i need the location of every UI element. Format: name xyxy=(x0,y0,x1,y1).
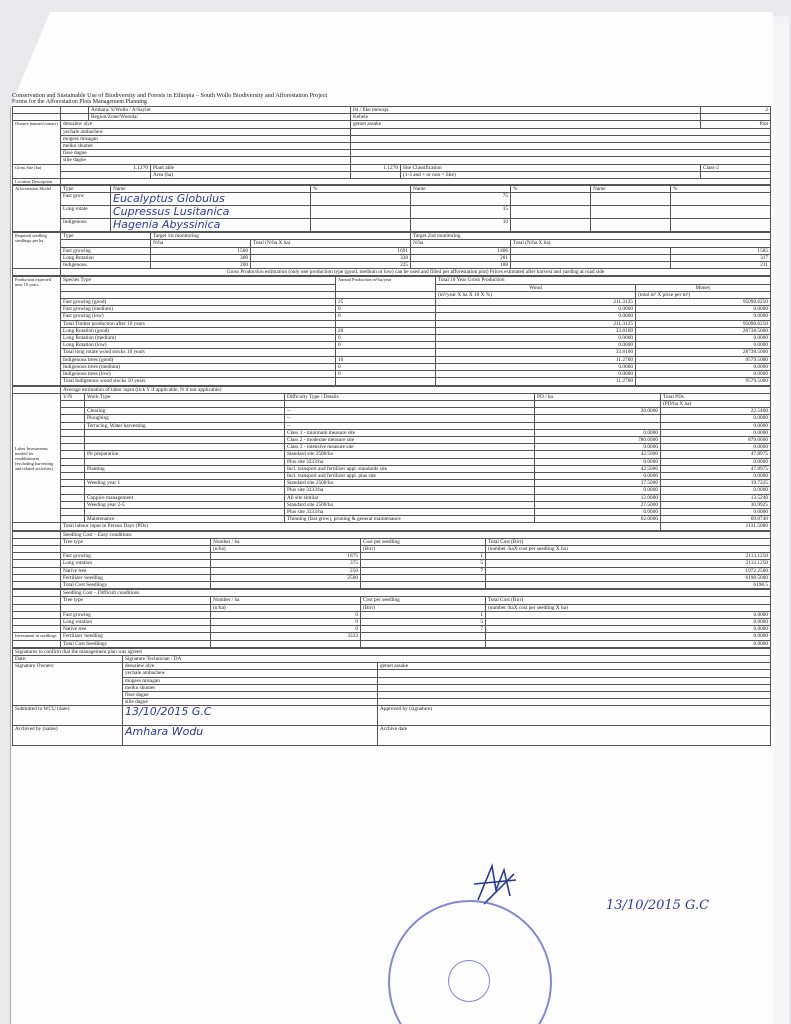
prod-money: 0.0000 xyxy=(636,335,771,342)
seed-cost xyxy=(361,574,486,581)
req-n1: 1500 xyxy=(151,247,251,254)
total-label: Total (N/ha X ha) xyxy=(251,240,411,247)
prod-annual: 0 xyxy=(336,371,436,378)
col-name: Name xyxy=(111,186,311,193)
work-pd: 0.0000 xyxy=(535,472,661,479)
class-value: 1.1270 xyxy=(351,164,401,171)
work-type: Ploughing xyxy=(85,415,285,422)
total10-label: Total 10 Year Gross Production xyxy=(436,277,771,284)
area-label: Area (ha) xyxy=(151,171,351,178)
work-total: 0.0000 xyxy=(661,458,771,465)
form-title: Forms for the Afforestation Plots Management Planning xyxy=(12,99,147,105)
seed-type: Long rotation xyxy=(61,560,211,567)
work-type: Maintenance xyxy=(85,516,285,523)
species-handwritten: Eucalyptus Globulus xyxy=(111,193,311,206)
owner-extra: getnet assake xyxy=(378,663,771,670)
prod-wood: 0.0000 xyxy=(436,371,636,378)
prod-money: 28738.5000 xyxy=(636,349,771,356)
work-pd: 42.5000 xyxy=(535,465,661,472)
nha: N/ha xyxy=(411,240,511,247)
col-name: Name xyxy=(591,186,671,193)
seed-number: 0 xyxy=(211,619,361,626)
prod-annual: 0 xyxy=(336,313,436,320)
model-type: Long rotate xyxy=(61,206,111,219)
work-total: 0.0000 xyxy=(661,444,771,451)
prod-wood: 0.0000 xyxy=(436,335,636,342)
signature-table xyxy=(12,648,771,747)
work-total: 47.8975 xyxy=(661,465,771,472)
submitted-date-hand: 13/10/2015 G.C xyxy=(123,706,378,726)
work-detail: -- xyxy=(285,408,535,415)
seed-cost: 1 xyxy=(361,611,486,618)
work-pd: 62.0000 xyxy=(535,516,661,523)
work-total: 19.7225 xyxy=(661,480,771,487)
seed-number xyxy=(211,581,361,588)
seed-number: 2500 xyxy=(211,574,361,581)
cost-label: Cost per seedling xyxy=(361,538,486,545)
req-n2: 1406 xyxy=(411,247,511,254)
labour-table xyxy=(12,386,771,531)
identity-table xyxy=(12,106,771,185)
work-total: 13.5240 xyxy=(661,494,771,501)
money-unit: (total m³ X price per m³) xyxy=(636,291,771,298)
prod-row-label: Total Timber production after 10 years xyxy=(61,320,336,327)
seed-type: Total Cost Seedlings xyxy=(61,640,211,647)
prod-row-label: Long Rotation (low) xyxy=(61,342,336,349)
class-sub: (1-3 and + or non = Site) xyxy=(401,171,701,178)
archived-label: Archived by (name) xyxy=(13,726,123,746)
seed-total: 0.0000 xyxy=(486,626,771,633)
location-label: Location Description xyxy=(13,179,61,185)
seed-number: 375 xyxy=(211,560,361,567)
owner-signature-name: mogess misagan xyxy=(123,677,378,684)
cost-label: Cost per seedling xyxy=(361,597,486,604)
seed-type: Native tree xyxy=(61,567,211,574)
total-pd-label: Total PDs xyxy=(661,393,771,400)
wood-label: Wood xyxy=(436,284,636,291)
work-type xyxy=(85,472,285,479)
seed-total: 0.0000 xyxy=(486,640,771,647)
col-type: Type xyxy=(61,186,111,193)
avg-labour-label: Average estimation of labor input (tick Y if applicable, N if not applicable) xyxy=(61,386,771,393)
req-type: Indigenous xyxy=(61,262,151,269)
prod-annual: 0 xyxy=(336,335,436,342)
kebele-code: 04 / fike mewaja xyxy=(351,107,701,114)
plot-label: Plot xyxy=(701,121,771,128)
work-total: 0.0000 xyxy=(661,422,771,429)
col-pct: % xyxy=(311,186,411,193)
owner-signature-name: dessalew alye xyxy=(123,663,378,670)
stamp-center-icon xyxy=(448,960,490,1002)
class-result: Class-2 xyxy=(701,164,771,171)
yn-label: Y/N xyxy=(61,393,85,400)
model-pct: 10 xyxy=(411,219,511,232)
work-pd: 17.5000 xyxy=(535,480,661,487)
seed-number: 0 xyxy=(211,611,361,618)
prod-row-label: Fast growing (medium) xyxy=(61,306,336,313)
money-label: Money xyxy=(636,284,771,291)
easy-title: Seedling Cost – Easy conditions xyxy=(61,531,771,538)
prod-money: 0.0000 xyxy=(636,342,771,349)
seed-cost: 7 xyxy=(361,567,486,574)
required-label: Required seedling seedlings per ha xyxy=(13,233,61,269)
species-type: Species Type xyxy=(61,277,336,284)
work-detail: -- xyxy=(285,422,535,429)
work-detail: Standard site 2500/ha xyxy=(285,501,535,508)
work-pd: 20.0000 xyxy=(535,408,661,415)
seed-total: 2113.1250 xyxy=(486,560,771,567)
owner-signature-name: fisse dagne xyxy=(123,692,378,699)
prod-row-label: Total Indigenous wood stocks 10 years xyxy=(61,378,336,385)
owner-name: fisse dagne xyxy=(61,150,351,157)
prod-wood: 0.0000 xyxy=(436,363,636,370)
project-title: Conservation and Sustainable Use of Biodiversity and Forests in Ethiopia – South Wollo Biodiversity and Afforestation Project xyxy=(12,92,328,99)
work-detail: Standard site 2500/ha xyxy=(285,451,535,458)
seed-type: Fertilizer /seedling xyxy=(61,633,211,640)
work-total: 22.5400 xyxy=(661,408,771,415)
number-label: Number / ha xyxy=(211,597,361,604)
prod-annual: 20 xyxy=(336,327,436,334)
prod-annual: 0 xyxy=(336,342,436,349)
req-t1: 225 xyxy=(251,262,411,269)
prod-row-label: Indigenous trees (good) xyxy=(61,356,336,363)
prod-annual: 0 xyxy=(336,363,436,370)
plantable-label: Plant able xyxy=(151,164,351,171)
annual-label: Annual Production m³/ha/year xyxy=(336,277,436,291)
work-pd: 0.0000 xyxy=(535,429,661,436)
col-name: Name xyxy=(411,186,511,193)
prod-annual xyxy=(336,320,436,327)
gross-note: Gross Production estimation (only one production type (good, medium or low) can be used and filled per afforestation plot) Prices estimated after harvest and yarding at road side xyxy=(61,269,771,276)
labour-side-label: Labor Investments needed for establishment (excluding harvesting and related activities) xyxy=(13,393,61,523)
number-label: Number / ha xyxy=(211,538,361,545)
seed-type: Long rotation xyxy=(61,619,211,626)
model-pct: 75 xyxy=(411,193,511,206)
model-label: Afforestation Model xyxy=(13,186,61,232)
tree-type: Tree type xyxy=(61,538,211,545)
work-pd: 780.0000 xyxy=(535,436,661,443)
owner-name: dessalew alye xyxy=(61,121,351,128)
archived-name-hand: Amhara Wodu xyxy=(123,726,378,746)
difficult-title: Seedling Cost – Difficult conditions xyxy=(61,590,771,597)
seed-total: 6198.5000 xyxy=(486,574,771,581)
number-unit: (n/ha) xyxy=(211,545,361,552)
work-type: Weeding year 1 xyxy=(85,480,285,487)
region-label: Region/Zone/Woreda/ xyxy=(89,114,351,121)
req-n2: 188 xyxy=(411,262,511,269)
req-n2: 281 xyxy=(411,254,511,261)
seed-total: 6198.5 xyxy=(486,581,771,588)
seed-total: 0.0000 xyxy=(486,611,771,618)
region-value: Amhara/ S/Wollo / A/Sayint xyxy=(89,107,351,114)
seed-total: 2113.1250 xyxy=(486,553,771,560)
prod-wood: 0.0000 xyxy=(436,306,636,313)
work-total: 0.0000 xyxy=(661,415,771,422)
work-type: Terracing, Water harvesting xyxy=(85,422,285,429)
prod-row-label: Total long rotate wood stocks 10 years xyxy=(61,349,336,356)
prod-annual: 25 xyxy=(336,299,436,306)
owners-label: Owners (names/contact) xyxy=(13,121,61,164)
work-type: Planting xyxy=(85,465,285,472)
owner-name: mogess misagan xyxy=(61,135,351,142)
work-type: Clearing xyxy=(85,408,285,415)
tree-type: Tree type xyxy=(61,597,211,604)
prod-annual xyxy=(336,378,436,385)
prod-row-label: Fast growing (low) xyxy=(61,313,336,320)
approved-label: Approved by (signature) xyxy=(378,706,771,726)
work-total: 0.0000 xyxy=(661,429,771,436)
seed-cost xyxy=(361,581,486,588)
seed-number: 1875 xyxy=(211,553,361,560)
form-content xyxy=(12,92,770,746)
prod-money: 9579.5000 xyxy=(636,356,771,363)
archive-date-label: Archive date xyxy=(378,726,771,746)
work-detail: Class 2 - moderate measure site xyxy=(285,436,535,443)
seed-number: 250 xyxy=(211,567,361,574)
seed-total: 0.0000 xyxy=(486,619,771,626)
target1: Target 1st monitoring xyxy=(151,233,411,240)
prod-annual: 10 xyxy=(336,356,436,363)
owner-name: melku shumet xyxy=(61,143,351,150)
cost-unit: (Birr) xyxy=(361,604,486,611)
prod-money: 0.0000 xyxy=(636,313,771,320)
labour-total-value: 1131.5080 xyxy=(661,523,771,530)
work-total: 0.0000 xyxy=(661,472,771,479)
owner-extra: getnet assake xyxy=(351,121,701,128)
work-type xyxy=(85,508,285,515)
req-t2: 317 xyxy=(671,254,771,261)
target2: Target 2nd monitoring xyxy=(411,233,771,240)
plot-number: 2 xyxy=(701,107,771,114)
work-type: Weeding year 2-5 xyxy=(85,501,285,508)
prod-money: 28738.5000 xyxy=(636,327,771,334)
seed-cost: 5 xyxy=(361,619,486,626)
work-pd: 0.0000 xyxy=(535,444,661,451)
production-table xyxy=(12,276,771,385)
work-detail: Standard site 2500/ha xyxy=(285,480,535,487)
seed-cost: 1 xyxy=(361,553,486,560)
total-cost-unit: (number /haX cost per seedling X ha) xyxy=(486,604,771,611)
total-cost-label: Total Cost (Birr) xyxy=(486,538,771,545)
model-table xyxy=(12,185,771,232)
plantable-value: 1.1270 xyxy=(61,164,151,171)
owner-signature-name: silie dagne xyxy=(123,699,378,706)
signature-owners-label: Signature Owners: xyxy=(13,663,123,706)
prod-money: 0.0000 xyxy=(636,371,771,378)
prod-money: 95090.6250 xyxy=(636,299,771,306)
prod-wood: 0.0000 xyxy=(436,313,636,320)
work-type-label: Work Type xyxy=(85,393,285,400)
prod-money: 0.0000 xyxy=(636,363,771,370)
work-total: 879.0600 xyxy=(661,436,771,443)
model-type: Fast grow xyxy=(61,193,111,206)
work-detail: Incl. transport and fertilizer appl. standards site xyxy=(285,465,535,472)
prod-wood: 11.2700 xyxy=(436,356,636,363)
seed-cost xyxy=(361,640,486,647)
work-detail: Plus site 3333/ha xyxy=(285,487,535,494)
work-total: 0.0000 xyxy=(661,508,771,515)
work-pd: 0.0000 xyxy=(535,487,661,494)
technician-label: Signature Technician / DA xyxy=(123,656,771,663)
prod-wood: 211.3125 xyxy=(436,320,636,327)
req-type: Fast growing xyxy=(61,247,151,254)
cost-unit: (Birr) xyxy=(361,545,486,552)
work-pd: 0.0000 xyxy=(535,458,661,465)
prod-row-label: Long Rotation (good) xyxy=(61,327,336,334)
difficulty-label: Difficulty Type / Details xyxy=(285,393,535,400)
owner-signature-name: yechale ambachew xyxy=(123,670,378,677)
req-n1: 300 xyxy=(151,254,251,261)
investment-label: Investment in seedlings xyxy=(13,633,61,640)
seed-total: 0.0000 xyxy=(486,633,771,640)
prod-money: 95090.6250 xyxy=(636,320,771,327)
seed-cost: 7 xyxy=(361,626,486,633)
seed-number: 3333 xyxy=(211,633,361,640)
work-total: 69.8740 xyxy=(661,516,771,523)
number-unit: (n/ha) xyxy=(211,604,361,611)
work-type: Pit preparation xyxy=(85,451,285,458)
prod-wood: 33.8100 xyxy=(436,349,636,356)
production-label: Production expected next 10 years xyxy=(13,277,61,385)
work-type xyxy=(85,429,285,436)
prod-row-label: Long Rotation (medium) xyxy=(61,335,336,342)
kebele-label: Kebele xyxy=(351,114,701,121)
total-cost-label: Total Cost (Birr) xyxy=(486,597,771,604)
prod-annual xyxy=(336,349,436,356)
seed-number: 0 xyxy=(211,626,361,633)
work-pd: 42.5000 xyxy=(535,451,661,458)
nha: N/ha xyxy=(151,240,251,247)
work-type xyxy=(85,444,285,451)
total-cost-unit: (number /haX cost per seedling X ha) xyxy=(486,545,771,552)
wood-unit: (m³/year X ha X 10 X %) xyxy=(436,291,636,298)
work-type xyxy=(85,436,285,443)
work-pd xyxy=(535,415,661,422)
work-total: 30.9925 xyxy=(661,501,771,508)
prod-row-label: Indigenous trees (medium) xyxy=(61,363,336,370)
work-detail: Thinning (fast grow), pruning & general maintenance xyxy=(285,516,535,523)
work-pd: 27.5000 xyxy=(535,501,661,508)
prod-annual: 0 xyxy=(336,306,436,313)
col-pct: % xyxy=(671,186,771,193)
prod-row-label: Fast growing (good) xyxy=(61,299,336,306)
req-t2: 211 xyxy=(671,262,771,269)
labour-total-label: Total labour input in Person Days (PDs) xyxy=(61,523,661,530)
seed-type: Fertilizer /seedling xyxy=(61,574,211,581)
work-total: 0.0000 xyxy=(661,487,771,494)
work-pd: 0.0000 xyxy=(535,508,661,515)
prod-money: 0.0000 xyxy=(636,306,771,313)
work-detail: -- xyxy=(285,415,535,422)
owner-name: yechale ambachew xyxy=(61,128,351,135)
prod-wood: 33.8100 xyxy=(436,327,636,334)
model-type: Indigenous xyxy=(61,219,111,232)
confirm-label: Signatures to confirm that the management plan was agreed xyxy=(13,648,771,655)
seed-type: Native tree xyxy=(61,626,211,633)
seed-cost: 5 xyxy=(361,560,486,567)
work-type xyxy=(85,487,285,494)
species-handwritten: Hagenia Abyssinica xyxy=(111,219,311,232)
date-label: Date: xyxy=(13,656,123,663)
total-label: Total (N/ha X ha) xyxy=(511,240,771,247)
seed-type: Fast growing xyxy=(61,553,211,560)
model-pct: 15 xyxy=(411,206,511,219)
seedling-req-table xyxy=(12,232,771,276)
req-t1: 338 xyxy=(251,254,411,261)
class-label: Site Classification xyxy=(401,164,701,171)
prod-wood: 0.0000 xyxy=(436,342,636,349)
archive-date-hand: 13/10/2015 G.C xyxy=(606,898,710,913)
gross-site-label: Gross Site (ha) xyxy=(13,164,61,178)
owner-signature-name: melku shumet xyxy=(123,684,378,691)
work-pd xyxy=(535,422,661,429)
seed-type: Fast growing xyxy=(61,611,211,618)
seed-cost xyxy=(361,633,486,640)
req-type: Long Rotation xyxy=(61,254,151,261)
seedling-difficult-table xyxy=(12,589,771,648)
pd-label: PD / ha xyxy=(535,393,661,400)
work-detail: Class 3 - intensive measure site xyxy=(285,444,535,451)
prod-wood: 211.3125 xyxy=(436,299,636,306)
req-t1: 1691 xyxy=(251,247,411,254)
col-pct: % xyxy=(511,186,591,193)
type-label: Type xyxy=(61,233,151,240)
work-detail: All site similar xyxy=(285,494,535,501)
seed-total: 1972.2500 xyxy=(486,567,771,574)
work-detail: Incl. transport and fertilizer appl. plus site xyxy=(285,472,535,479)
work-type xyxy=(85,458,285,465)
work-total: 47.8975 xyxy=(661,451,771,458)
work-type: Coppice management xyxy=(85,494,285,501)
owner-name: silie dagne xyxy=(61,157,351,164)
seed-type: Total Cost Seedlings xyxy=(61,581,211,588)
work-detail: Plus site 3333/ha xyxy=(285,458,535,465)
req-t2: 1585 xyxy=(671,247,771,254)
species-handwritten: Cupressus Lusitanica xyxy=(111,206,311,219)
seedling-easy-table xyxy=(12,531,771,590)
submitted-label: Submitted to WCU (date) xyxy=(13,706,123,726)
work-detail: Class 1 - minimum measure site xyxy=(285,429,535,436)
total-pd-unit: (PD/ha X ha) xyxy=(661,400,771,407)
work-detail: Plus site 3333/ha xyxy=(285,508,535,515)
prod-wood: 11.2700 xyxy=(436,378,636,385)
prod-row-label: Indigenous trees (low) xyxy=(61,371,336,378)
req-n1: 200 xyxy=(151,262,251,269)
prod-money: 9579.5000 xyxy=(636,378,771,385)
seed-number xyxy=(211,640,361,647)
work-pd: 12.0000 xyxy=(535,494,661,501)
